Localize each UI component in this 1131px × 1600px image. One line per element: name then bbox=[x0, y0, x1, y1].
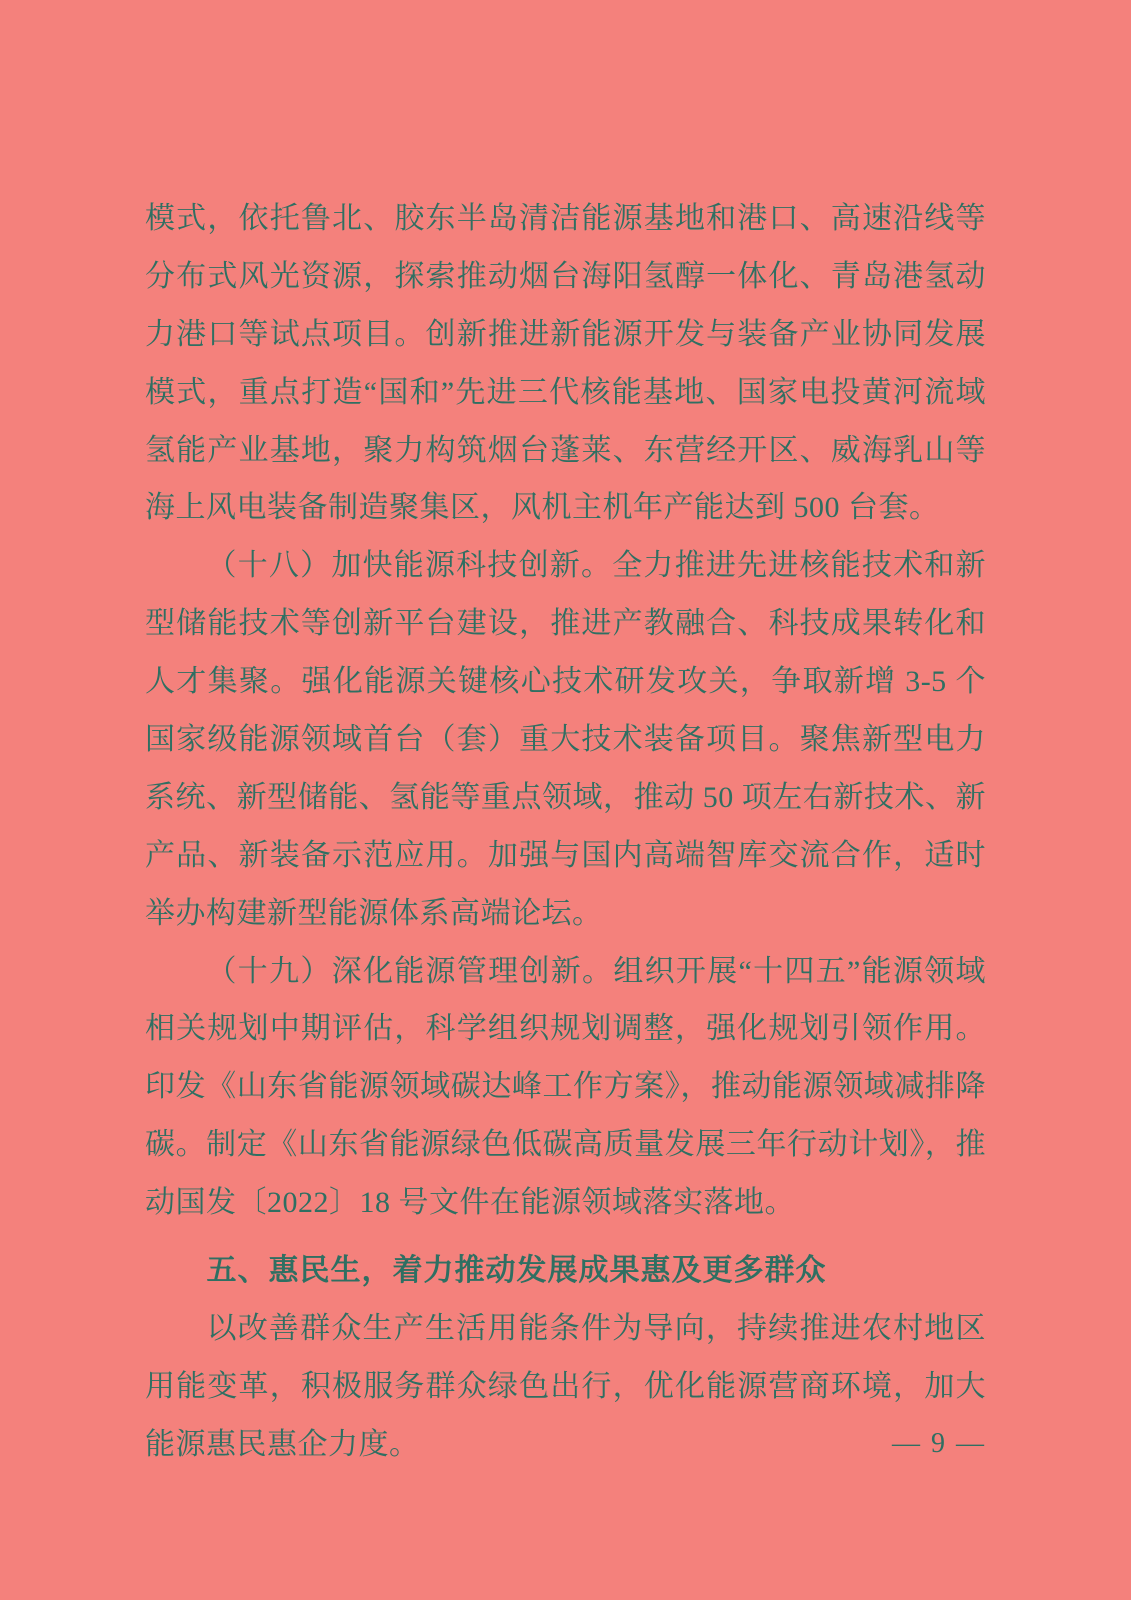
paragraph-item-18: （十八）加快能源科技创新。全力推进先进核能技术和新型储能技术等创新平台建设，推进产教融合、科技成果转化和人才集聚。强化能源关键核心技术研发攻关，争取新增 3-5 个国家级能源领域首台（套）重大技术装备项目。聚焦新型电力系统、新型储能、氢能等重点领域，推动 50 项左右新技术、新产品、新装备示范应用。加强与国内高端智库交流合作，适时举办构建新型能源体系高端论坛。 bbox=[145, 549, 986, 930]
paragraph-continued-energy-base: 模式，依托鲁北、胶东半岛清洁能源基地和港口、高速沿线等分布式风光资源，探索推动烟台海阳氢醇一体化、青岛港氢动力港口等试点项目。创新推进新能源开发与装备产业协同发展模式，重点打造“国和”先进三代核能基地、国家电投黄河流域氢能产业基地，聚力构筑烟台蓬莱、东营经开区、威海乳山等海上风电装备制造聚集区，风机主机年产能达到 500 台套。 bbox=[145, 202, 986, 525]
paragraph-item-19: （十九）深化能源管理创新。组织开展“十四五”能源领域相关规划中期评估，科学组织规划调整，强化规划引领作用。印发《山东省能源领域碳达峰工作方案》，推动能源领域减排降碳。制定《山东省能源绿色低碳高质量发展三年行动计划》，推动国发〔2022〕18 号文件在能源领域落实落地。 bbox=[145, 954, 986, 1220]
document-body bbox=[145, 190, 986, 1474]
paragraph-section-five-intro: 以改善群众生产生活用能条件为导向，持续推进农村地区用能变革，积极服务群众绿色出行，优化能源营商环境，加大能源惠民惠企力度。 bbox=[145, 1311, 986, 1461]
section-heading-five: 五、惠民生，着力推动发展成果惠及更多群众 bbox=[206, 1254, 827, 1288]
page-number: — 9 — bbox=[892, 1428, 986, 1459]
heading-spacer bbox=[145, 1232, 986, 1234]
